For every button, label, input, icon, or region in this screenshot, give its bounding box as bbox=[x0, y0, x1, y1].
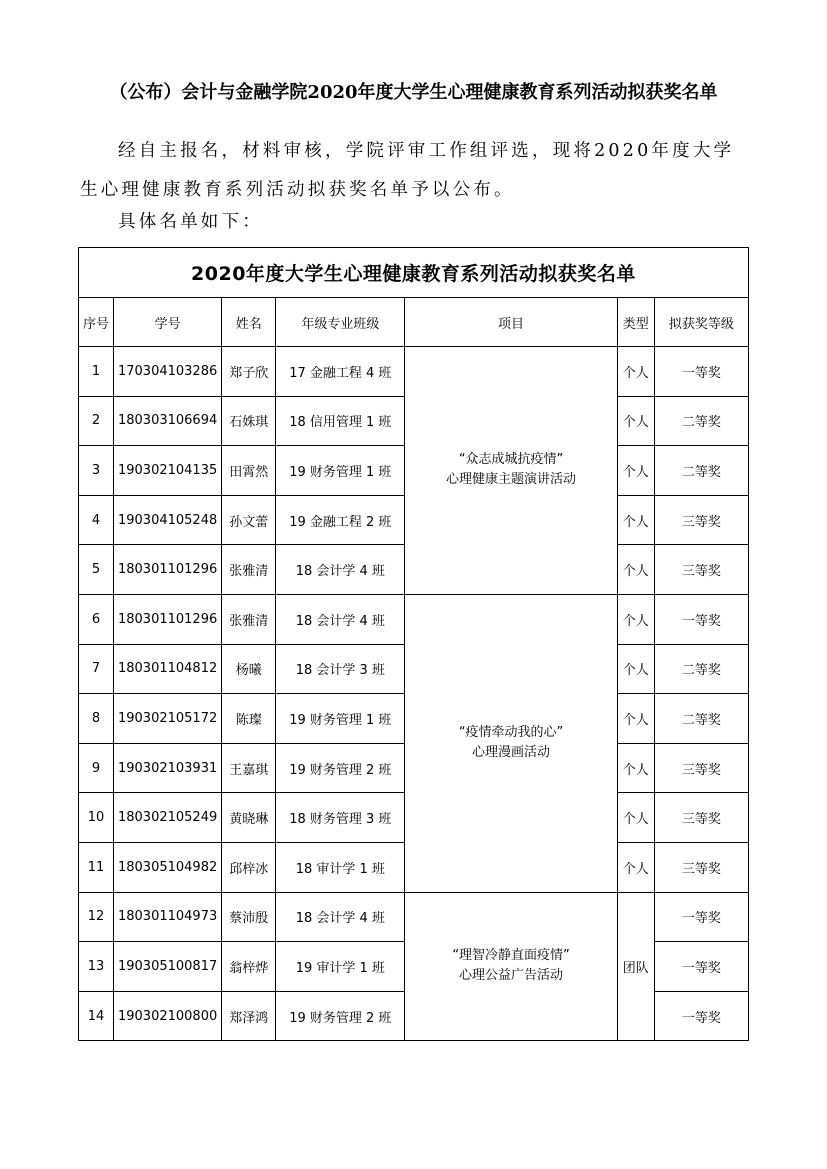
table-row bbox=[79, 892, 749, 942]
cell-name: 郑泽鸿 bbox=[222, 991, 276, 1041]
cell-no: 7 bbox=[79, 644, 114, 694]
cell-project bbox=[405, 347, 617, 595]
cell-class: 18 会计学 3 班 bbox=[276, 644, 405, 694]
cell-name: 王嘉琪 bbox=[222, 743, 276, 793]
cell-student-id: 190302100800 bbox=[114, 991, 222, 1041]
cell-class: 18 会计学 4 班 bbox=[276, 892, 405, 942]
cell-no: 9 bbox=[79, 743, 114, 793]
cell-no: 10 bbox=[79, 793, 114, 843]
cell-award: 三等奖 bbox=[654, 743, 748, 793]
cell-name: 田霄然 bbox=[222, 446, 276, 496]
cell-student-id: 180301101296 bbox=[114, 545, 222, 595]
cell-name: 翁梓烨 bbox=[222, 942, 276, 992]
header-name: 姓名 bbox=[222, 298, 276, 347]
cell-student-id: 180301104812 bbox=[114, 644, 222, 694]
cell-no: 11 bbox=[79, 842, 114, 892]
cell-type: 个人 bbox=[617, 644, 654, 694]
cell-award: 二等奖 bbox=[654, 396, 748, 446]
cell-name: 蔡沛殷 bbox=[222, 892, 276, 942]
cell-type: 个人 bbox=[617, 347, 654, 397]
table-header-row bbox=[79, 298, 749, 347]
cell-name: 陈璨 bbox=[222, 694, 276, 744]
cell-name: 郑子欣 bbox=[222, 347, 276, 397]
list-intro: 具体名单如下： bbox=[118, 212, 263, 232]
cell-award: 三等奖 bbox=[654, 793, 748, 843]
cell-award: 一等奖 bbox=[654, 991, 748, 1041]
cell-no: 13 bbox=[79, 942, 114, 992]
cell-no: 1 bbox=[79, 347, 114, 397]
cell-type: 个人 bbox=[617, 842, 654, 892]
header-student-id: 学号 bbox=[114, 298, 222, 347]
cell-type: 团队 bbox=[617, 892, 654, 1041]
cell-type: 个人 bbox=[617, 793, 654, 843]
cell-project bbox=[405, 594, 617, 892]
cell-student-id: 170304103286 bbox=[114, 347, 222, 397]
project-subtitle: 心理漫画活动 bbox=[472, 745, 551, 761]
project-title: “理智冷静直面疫情” bbox=[452, 948, 570, 964]
cell-name: 张雅清 bbox=[222, 594, 276, 644]
document-title: （公布）会计与金融学院2020年度大学生心理健康教育系列活动拟获奖名单 bbox=[109, 82, 718, 103]
cell-name: 黄晓琳 bbox=[222, 793, 276, 843]
cell-project bbox=[405, 892, 617, 1041]
cell-student-id: 190302104135 bbox=[114, 446, 222, 496]
cell-type: 个人 bbox=[617, 396, 654, 446]
cell-class: 18 会计学 4 班 bbox=[276, 545, 405, 595]
project-title: “疫情牵动我的心” bbox=[458, 725, 564, 741]
table-title: 2020年度大学生心理健康教育系列活动拟获奖名单 bbox=[79, 248, 749, 298]
cell-award: 三等奖 bbox=[654, 545, 748, 595]
cell-award: 一等奖 bbox=[654, 347, 748, 397]
project-subtitle: 心理健康主题演讲活动 bbox=[446, 472, 577, 488]
cell-no: 14 bbox=[79, 991, 114, 1041]
cell-no: 8 bbox=[79, 694, 114, 744]
cell-student-id: 180302105249 bbox=[114, 793, 222, 843]
cell-no: 4 bbox=[79, 495, 114, 545]
cell-award: 三等奖 bbox=[654, 842, 748, 892]
cell-type: 个人 bbox=[617, 743, 654, 793]
cell-class: 19 财务管理 1 班 bbox=[276, 694, 405, 744]
cell-no: 2 bbox=[79, 396, 114, 446]
cell-class: 19 审计学 1 班 bbox=[276, 942, 405, 992]
header-no: 序号 bbox=[79, 298, 114, 347]
cell-student-id: 180301104973 bbox=[114, 892, 222, 942]
cell-award: 一等奖 bbox=[654, 594, 748, 644]
cell-student-id: 190302105172 bbox=[114, 694, 222, 744]
cell-class: 18 财务管理 3 班 bbox=[276, 793, 405, 843]
cell-class: 19 财务管理 2 班 bbox=[276, 991, 405, 1041]
intro-paragraph: 经自主报名，材料审核，学院评审工作组评选，现将2020年度大学生心理健康教育系列活动拟获奖名单予以公布。 bbox=[80, 141, 735, 200]
cell-student-id: 180303106694 bbox=[114, 396, 222, 446]
header-award: 拟获奖等级 bbox=[654, 298, 748, 347]
cell-type: 个人 bbox=[617, 594, 654, 644]
cell-no: 6 bbox=[79, 594, 114, 644]
cell-class: 19 财务管理 2 班 bbox=[276, 743, 405, 793]
table-row bbox=[79, 347, 749, 397]
cell-type: 个人 bbox=[617, 446, 654, 496]
cell-no: 3 bbox=[79, 446, 114, 496]
project-title: “众志成城抗疫情” bbox=[458, 452, 564, 468]
project-subtitle: 心理公益广告活动 bbox=[459, 968, 564, 984]
cell-name: 邱梓冰 bbox=[222, 842, 276, 892]
cell-award: 三等奖 bbox=[654, 495, 748, 545]
cell-name: 孙文蕾 bbox=[222, 495, 276, 545]
cell-class: 18 信用管理 1 班 bbox=[276, 396, 405, 446]
cell-student-id: 180301101296 bbox=[114, 594, 222, 644]
cell-award: 二等奖 bbox=[654, 694, 748, 744]
cell-name: 张雅清 bbox=[222, 545, 276, 595]
cell-award: 二等奖 bbox=[654, 446, 748, 496]
cell-student-id: 180305104982 bbox=[114, 842, 222, 892]
cell-student-id: 190304105248 bbox=[114, 495, 222, 545]
cell-type: 个人 bbox=[617, 545, 654, 595]
awards-table bbox=[78, 247, 749, 1041]
cell-name: 杨曦 bbox=[222, 644, 276, 694]
cell-award: 一等奖 bbox=[654, 942, 748, 992]
cell-class: 17 金融工程 4 班 bbox=[276, 347, 405, 397]
cell-name: 石姝琪 bbox=[222, 396, 276, 446]
header-class: 年级专业班级 bbox=[276, 298, 405, 347]
cell-class: 18 审计学 1 班 bbox=[276, 842, 405, 892]
cell-class: 19 金融工程 2 班 bbox=[276, 495, 405, 545]
table-row bbox=[79, 594, 749, 644]
header-project: 项目 bbox=[405, 298, 617, 347]
cell-award: 一等奖 bbox=[654, 892, 748, 942]
cell-class: 18 会计学 4 班 bbox=[276, 594, 405, 644]
header-type: 类型 bbox=[617, 298, 654, 347]
cell-student-id: 190305100817 bbox=[114, 942, 222, 992]
cell-type: 个人 bbox=[617, 694, 654, 744]
cell-student-id: 190302103931 bbox=[114, 743, 222, 793]
cell-type: 个人 bbox=[617, 495, 654, 545]
cell-award: 二等奖 bbox=[654, 644, 748, 694]
cell-no: 5 bbox=[79, 545, 114, 595]
cell-no: 12 bbox=[79, 892, 114, 942]
cell-class: 19 财务管理 1 班 bbox=[276, 446, 405, 496]
